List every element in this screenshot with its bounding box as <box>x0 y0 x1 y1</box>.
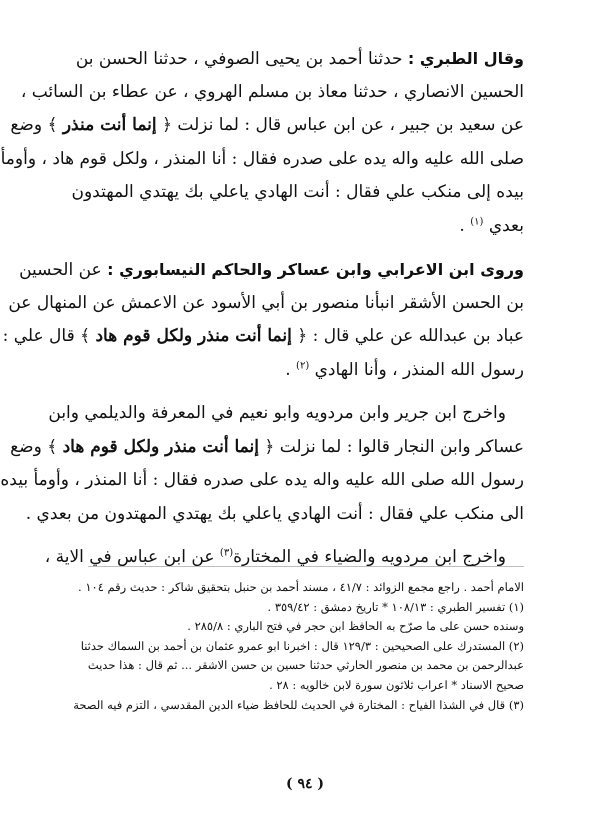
text-line: صلى الله عليه واله يده على صدره فقال : أنا المنذر ، ولكل قوم هاد ، وأومأ <box>0 148 524 169</box>
footnote-line: صحيح الاسناد * اعراب ثلاثون سورة لابن خالويه : ٢٨ . <box>269 677 524 692</box>
page-number: ( ٩٤ ) <box>285 776 325 792</box>
paragraph-ibn-arabi <box>2 253 524 387</box>
text-line: بن الحسن الأشقر انبأنا منصور بن أبي الأسود عن الاعمش عن المنهال عن <box>8 292 524 313</box>
footnotes <box>73 578 524 715</box>
footnote-line: (٢) المستدرك على الصحيحين : ١٢٩/٣ قال : اخبرنا ابو عمرو عثمان بن أحمد بن السماك حدثنا <box>80 638 524 653</box>
text-line: عن سعيد بن جبير ، عن ابن عباس قال : لما نزلت ﴿ إنما أنت منذر ﴾ وضع <box>10 115 524 135</box>
footnote-ref: (٢) <box>296 359 310 371</box>
text-line: واخرج ابن جرير وابن مردويه وابو نعيم في المعرفة والديلمي وابن <box>48 403 506 423</box>
quran-verse: إنما أنت منذر <box>62 115 157 135</box>
text-line: بعدي $^{(١)}$ . <box>459 215 524 236</box>
footnote-divider <box>88 566 524 567</box>
text-line: عساكر وابن النجار قالوا : لما نزلت ﴿ إنما أنت منذر ولكل قوم هاد ﴾ وضع <box>10 436 524 457</box>
text-line: بيده إلى منكب علي فقال : أنت الهادي ياعلي بك يهتدي المهتدون <box>71 182 524 202</box>
text-line: وقال الطبري : حدثنا أحمد بن يحيى الصوفي ، حدثنا الحسن بن <box>75 49 524 69</box>
source-heading: وقال الطبري : <box>407 49 524 68</box>
source-heading: وروى ابن الاعرابي وابن عساكر والحاكم النيسابوري : <box>107 260 524 279</box>
text-line: رسول الله صلى الله عليه واله يده على صدره فقال : أنا المنذر ، وأومأ بيده <box>0 470 524 490</box>
footnote-line: (٣) قال في الشذا الفياح : المختارة في الحديث للحافظ ضياء الدين المقدسي ، التزم فيه الصحة <box>73 697 524 712</box>
footnote-ref: (١) <box>470 215 484 227</box>
footnote-line: الامام أحمد . راجع مجمع الزوائد : ٤١/٧ ، مسند أحمد بن حنبل بتحقيق شاكر : حديث رقم ١٠٤ . <box>78 580 524 594</box>
text-line: رسول الله المنذر ، وأنا الهادي $^{(٢)}$ . <box>285 359 524 380</box>
footnote-ref: (٣) <box>219 547 234 559</box>
text-line: وروى ابن الاعرابي وابن عساكر والحاكم النيسابوري : عن الحسين <box>19 260 524 280</box>
text-line: الحسين الانصاري ، حدثنا معاذ بن مسلم الهروي ، عن عطاء بن السائب ، <box>20 81 524 102</box>
text-line: عباد بن عبدالله عن علي قال : ﴿ إنما أنت منذر ولكل قوم هاد ﴾ قال علي : <box>2 326 524 346</box>
quran-verse: إنما أنت منذر ولكل قوم هاد <box>62 436 259 457</box>
paragraph-tabari <box>0 42 524 243</box>
main-text <box>0 42 524 585</box>
paragraph-ibn-jarir <box>0 397 524 531</box>
text-line: واخرج ابن مردويه والضياء في المختارة$^{(٣)}$ عن ابن عباس في الاية ، <box>44 547 506 567</box>
footnote-line: (١) تفسير الطبري : ١٠٨/١٣ * تاريخ دمشق : ٣٥٩/٤٢ . <box>267 599 524 614</box>
paragraph-ibn-marduyah <box>44 541 524 575</box>
footnote-line: عبدالرحمن بن محمد بن منصور الحارثي حدثنا حسين بن حسن الاشقر ... ثم قال : هذا حديث <box>87 658 524 673</box>
text-line: الى منكب علي فقال : أنت الهادي ياعلي بك يهتدي المهتدون من بعدي . <box>25 503 524 524</box>
footnote-line: وسنده حسن على ما صرّح به الحافظ ابن حجر في فتح الباري : ٢٨٥/٨ . <box>187 619 524 634</box>
quran-verse: إنما أنت منذر ولكل قوم هاد <box>95 326 292 346</box>
